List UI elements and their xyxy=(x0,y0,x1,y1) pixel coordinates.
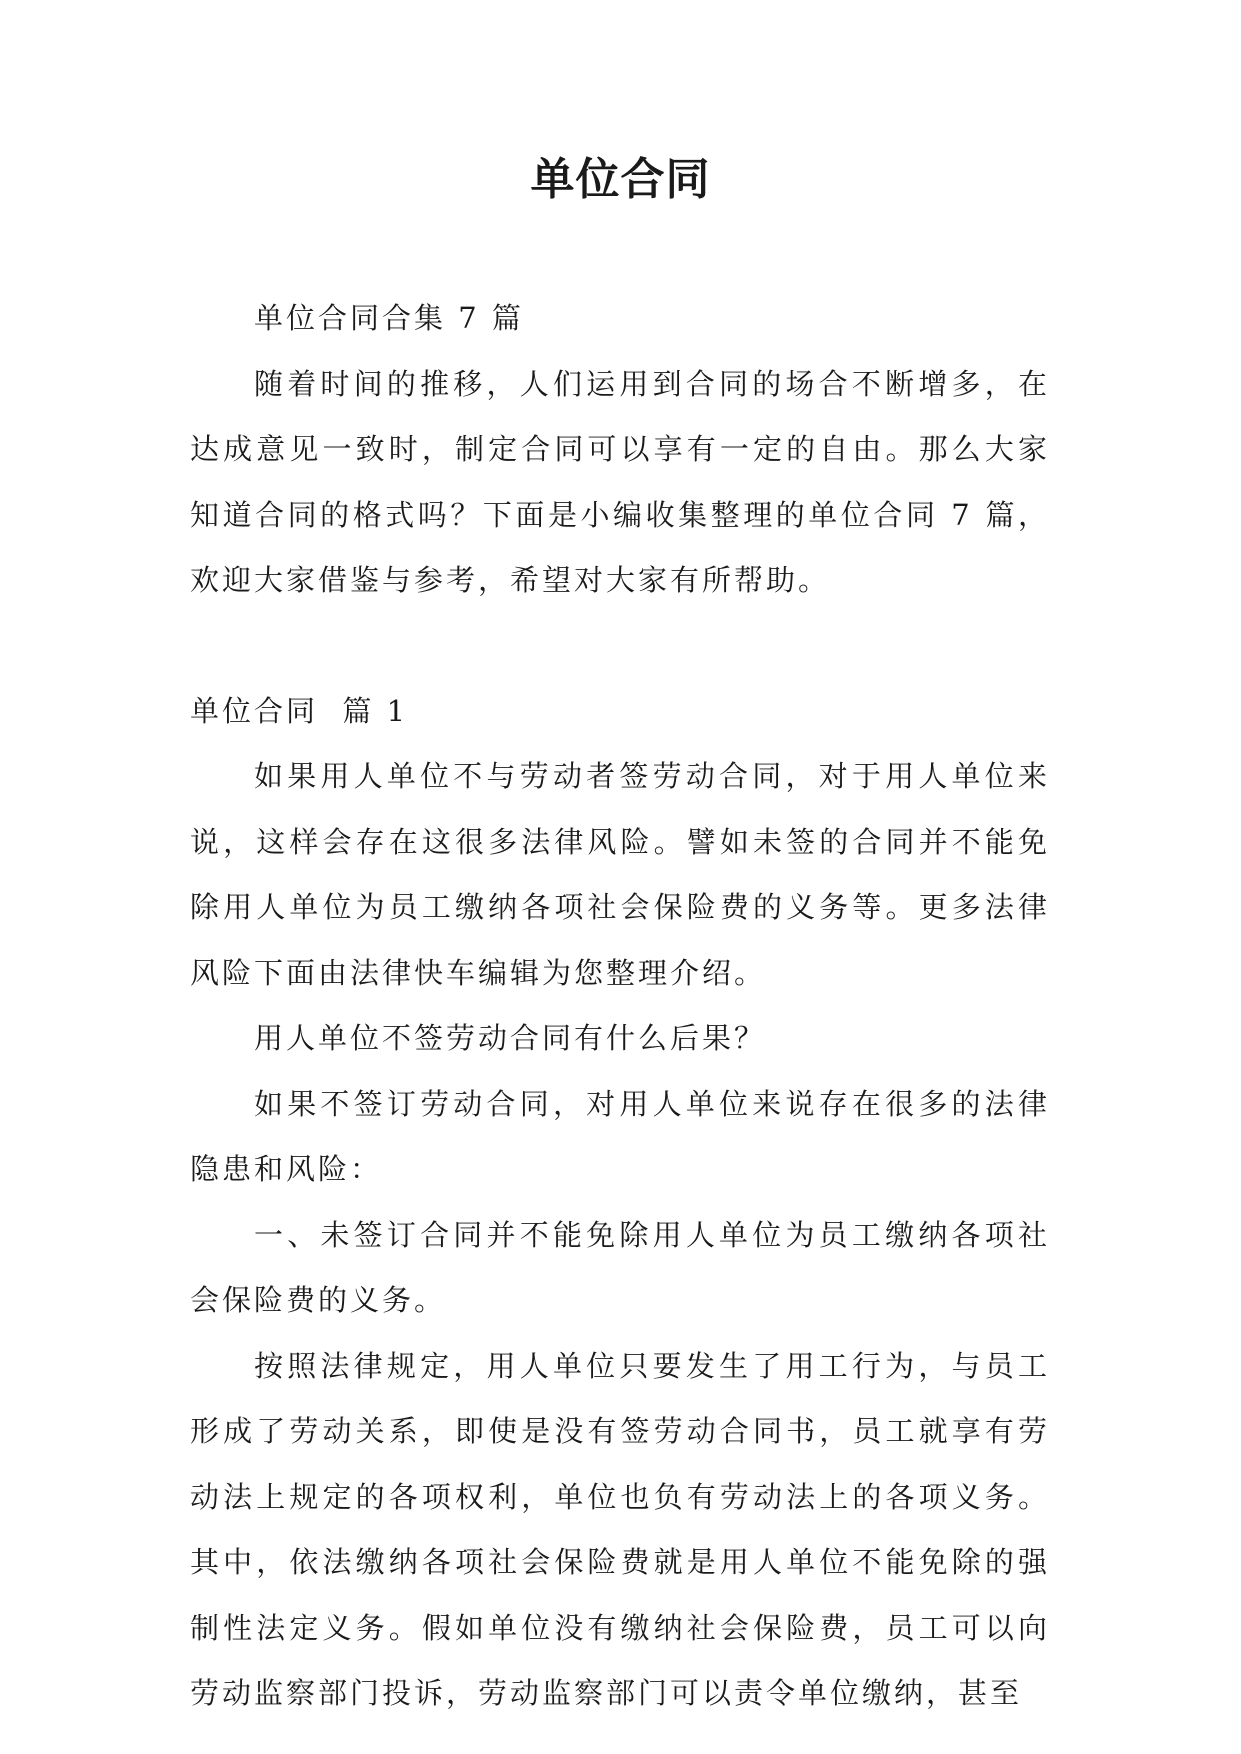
body-paragraph: 用人单位不签劳动合同有什么后果？ xyxy=(254,1021,767,1055)
subtitle: 单位合同合集 7 篇 xyxy=(254,301,524,335)
document-body xyxy=(190,286,1050,1727)
intro-paragraph: 随着时间的推移，人们运用到合同的场合不断增多，在达成意见一致时，制定合同可以享有一定的自由。那么大家知道合同的格式吗？下面是小编收集整理的单位合同 7 篇，欢迎大家借鉴与参考，希望对大家有所帮助。 xyxy=(190,366,1050,597)
body-paragraph: 如果不签订劳动合同，对用人单位来说存在很多的法律隐患和风险： xyxy=(190,1086,1050,1186)
body-paragraph: 按照法律规定，用人单位只要发生了用工行为，与员工形成了劳动关系，即使是没有签劳动合同书，员工就享有劳动法上规定的各项权利，单位也负有劳动法上的各项义务。其中，依法缴纳各项社会保险费就是用人单位不能免除的强制性法定义务。假如单位没有缴纳社会保险费，员工可以向劳动监察部门投诉，劳动监察部门可以责令单位缴纳，甚至 xyxy=(190,1348,1050,1710)
body-paragraph: 一、未签订合同并不能免除用人单位为员工缴纳各项社会保险费的义务。 xyxy=(190,1217,1050,1317)
section-heading: 单位合同 篇 1 xyxy=(190,693,409,728)
page-title: 单位合同 xyxy=(530,154,711,205)
body-paragraph: 如果用人单位不与劳动者签劳动合同，对于用人单位来说，这样会存在这很多法律风险。譬如未签的合同并不能免除用人单位为员工缴纳各项社会保险费的义务等。更多法律风险下面由法律快车编辑为您整理介绍。 xyxy=(190,759,1050,990)
paragraph-gap xyxy=(190,614,1050,679)
